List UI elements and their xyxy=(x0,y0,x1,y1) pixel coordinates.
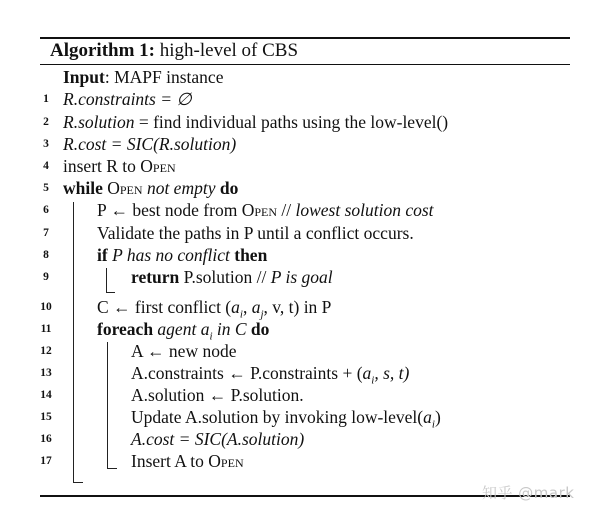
line-number: 5 xyxy=(43,182,49,194)
keyword-open: Open xyxy=(102,178,147,198)
text: in C xyxy=(212,319,251,339)
subscript: i xyxy=(239,308,243,321)
line-number: 7 xyxy=(43,227,49,239)
keyword-open: Open xyxy=(241,200,277,220)
condition: P has no conflict xyxy=(107,245,235,265)
algorithm-title xyxy=(50,40,298,62)
line-text: A.solution ← P.solution. xyxy=(131,385,304,405)
line-text: A ← new node xyxy=(131,341,237,361)
while-block-end xyxy=(73,482,83,483)
keyword: then xyxy=(234,245,268,265)
line-number: 13 xyxy=(40,367,52,379)
keyword: while xyxy=(63,178,103,198)
line-number: 11 xyxy=(40,323,52,335)
line-number: 9 xyxy=(43,271,49,283)
line-text: Validate the paths in P until a conflict occurs. xyxy=(97,223,414,243)
foreach-block-end xyxy=(107,468,117,469)
text: P ← best node from xyxy=(97,200,242,220)
text: , v, t) in P xyxy=(263,297,332,317)
text: Insert A to xyxy=(131,451,209,471)
text: C ← first conflict ( xyxy=(97,297,232,317)
var: a xyxy=(200,319,210,339)
comment: lowest solution cost xyxy=(295,200,434,220)
keyword-open: Open xyxy=(140,156,176,176)
text: , s, t) xyxy=(374,363,410,383)
keyword-open: Open xyxy=(208,451,244,471)
text: insert R to xyxy=(63,156,141,176)
line-number: 17 xyxy=(40,455,52,467)
header-rule xyxy=(40,64,570,65)
text: agent xyxy=(153,319,201,339)
keyword: if xyxy=(97,245,108,265)
top-rule xyxy=(40,37,570,39)
text: A.constraints ← P.constraints + ( xyxy=(131,363,363,383)
subscript: i xyxy=(431,418,435,431)
line-number: 16 xyxy=(40,433,52,445)
text: = find individual paths using the low-level() xyxy=(134,112,449,132)
condition: not empty xyxy=(146,178,220,198)
text: P.solution // xyxy=(179,267,271,287)
line-text: A.cost = SIC(A.solution) xyxy=(131,429,305,449)
keyword: foreach xyxy=(97,319,154,339)
var: R.solution xyxy=(63,112,135,132)
keyword: do xyxy=(219,178,239,198)
line-text: R.cost = SIC(R.solution) xyxy=(63,134,237,154)
input-value: : MAPF instance xyxy=(104,67,224,87)
comment: P is goal xyxy=(270,267,333,287)
text: ) xyxy=(434,407,441,427)
algorithm-label: Algorithm 1: xyxy=(50,40,156,61)
text: Update A.solution by invoking low-level( xyxy=(131,407,424,427)
comment-mark: // xyxy=(277,200,296,220)
var: a xyxy=(423,407,432,427)
line-text: R.constraints = ∅ xyxy=(63,89,192,109)
line-number: 10 xyxy=(40,301,52,313)
line-number: 4 xyxy=(43,160,49,172)
line-number: 6 xyxy=(43,204,49,216)
line-number: 15 xyxy=(40,411,52,423)
while-block-bar xyxy=(73,202,74,482)
line-number: 12 xyxy=(40,345,52,357)
subscript: j xyxy=(260,308,264,321)
keyword: return xyxy=(131,267,180,287)
var: a xyxy=(231,297,240,317)
algorithm-name: high-level of CBS xyxy=(159,40,299,61)
line-number: 8 xyxy=(43,249,49,261)
keyword: do xyxy=(250,319,270,339)
foreach-block-bar xyxy=(107,342,108,468)
line-number: 1 xyxy=(43,93,49,105)
line-number: 2 xyxy=(43,116,49,128)
line-number: 3 xyxy=(43,138,49,150)
text: , xyxy=(242,297,252,317)
line-number: 14 xyxy=(40,389,52,401)
input-label: Input xyxy=(63,67,105,87)
if-block-end xyxy=(106,292,115,293)
subscript: i xyxy=(209,330,213,343)
if-block-bar xyxy=(106,268,107,292)
var: a xyxy=(362,363,372,383)
subscript: i xyxy=(371,374,375,387)
watermark: 知乎 @mark xyxy=(482,484,575,502)
var: a xyxy=(251,297,261,317)
